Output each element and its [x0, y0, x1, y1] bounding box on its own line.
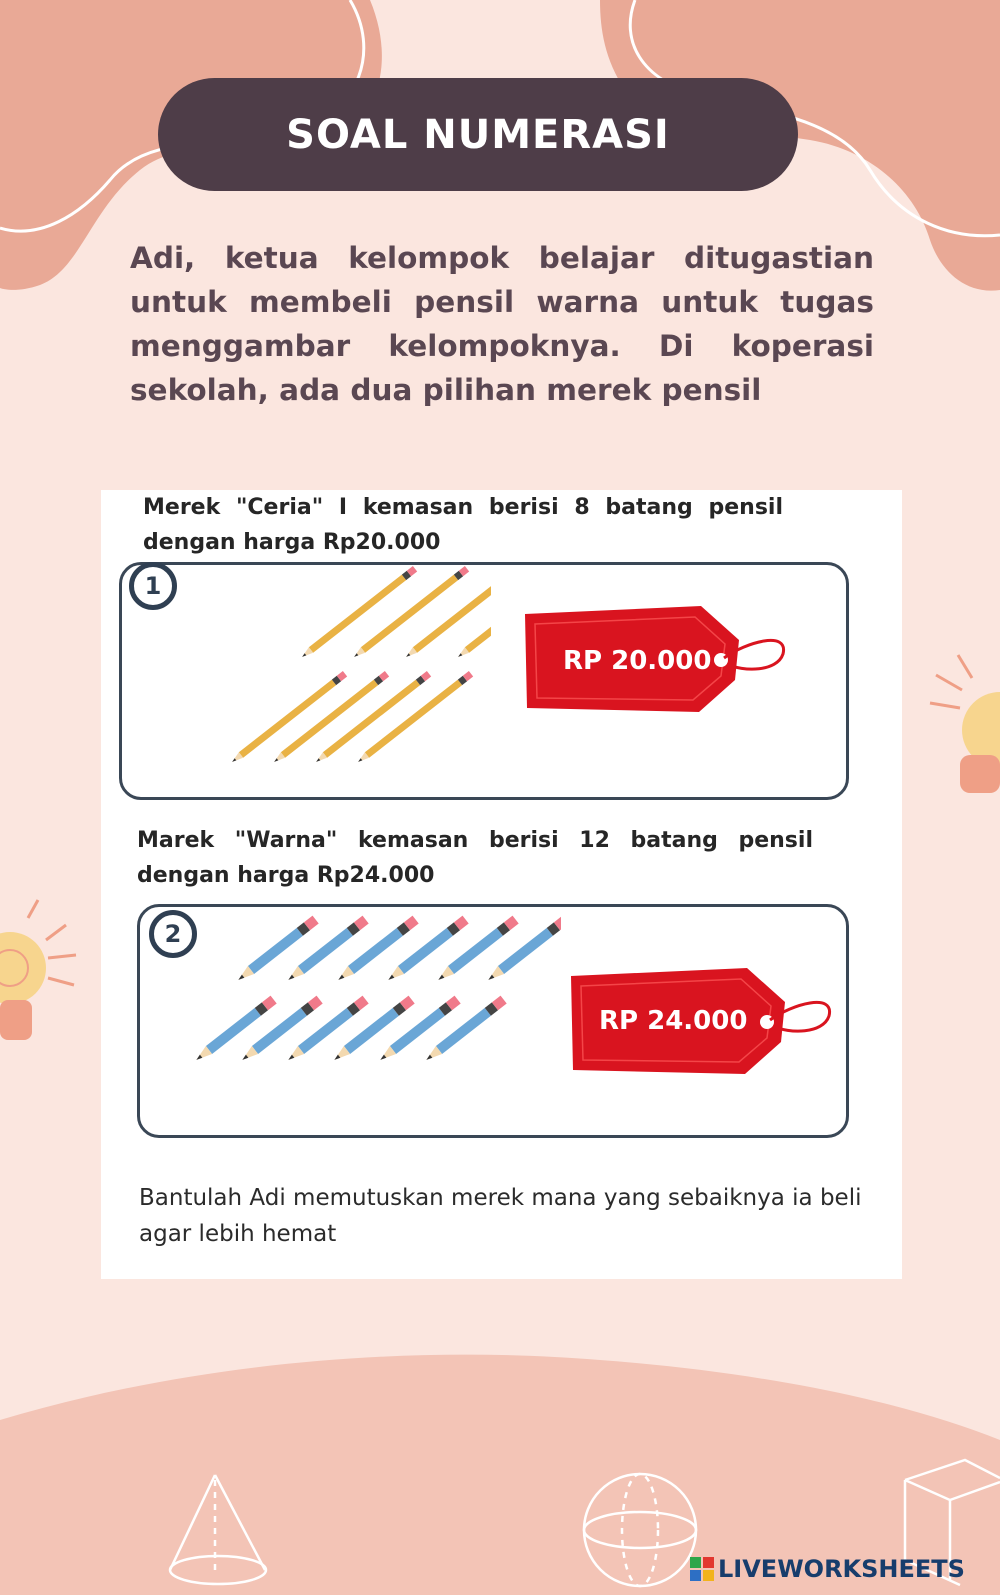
option-2-line-2: dengan harga Rp24.000	[137, 863, 435, 888]
option-2-number: 2	[164, 920, 182, 948]
option-1-description	[143, 490, 783, 560]
pencil-icon	[435, 916, 518, 984]
question-text: Bantulah Adi memutuskan merek mana yang sebaiknya ia beli agar lebih hemat	[139, 1185, 862, 1247]
light-bulb-right-icon	[930, 655, 1000, 793]
option-1-pencils	[131, 560, 491, 790]
title-banner	[158, 78, 798, 191]
pencil-icon	[352, 566, 469, 660]
option-1-line-1: Merek "Ceria" I kemasan berisi 8 batang pensil	[143, 495, 783, 520]
pencil-icon	[485, 916, 561, 984]
option-2-line-1: Marek "Warna" kemasan berisi 12 batang pensil	[137, 828, 813, 853]
problem-card	[101, 490, 902, 1279]
pencil-icon	[193, 996, 276, 1064]
pencil-icon	[423, 996, 506, 1064]
pencil-icon	[285, 996, 368, 1064]
intro-paragraph: Adi, ketua kelompok belajar ditugastian untuk membeli pensil warna untuk tugas menggambar kelompoknya. Di koperasi sekolah, ada dua pilihan merek pensil	[130, 241, 874, 407]
option-1-number: 1	[144, 572, 162, 600]
liveworksheets-wordmark: LIVEWORKSHEETS	[718, 1555, 965, 1583]
pencil-icon	[385, 916, 468, 984]
pencil-icon	[235, 916, 318, 984]
pencil-icon	[300, 566, 417, 660]
option-1-line-2: dengan harga Rp20.000	[143, 530, 441, 555]
option-2-description	[137, 823, 813, 893]
option-2-pencils	[181, 910, 561, 1070]
liveworksheets-mark-icon	[690, 1557, 714, 1581]
pencil-icon	[285, 916, 368, 984]
pencil-icon	[331, 996, 414, 1064]
light-bulb-left-icon	[0, 900, 76, 1040]
pencil-icon	[239, 996, 322, 1064]
option-1-price-label: RP 20.000	[563, 646, 712, 676]
pencil-icon	[377, 996, 460, 1064]
pencil-icon	[335, 916, 418, 984]
option-2-price-label: RP 24.000	[599, 1006, 748, 1036]
liveworksheets-logo	[690, 1552, 965, 1586]
page-title: SOAL NUMERASI	[286, 111, 670, 158]
